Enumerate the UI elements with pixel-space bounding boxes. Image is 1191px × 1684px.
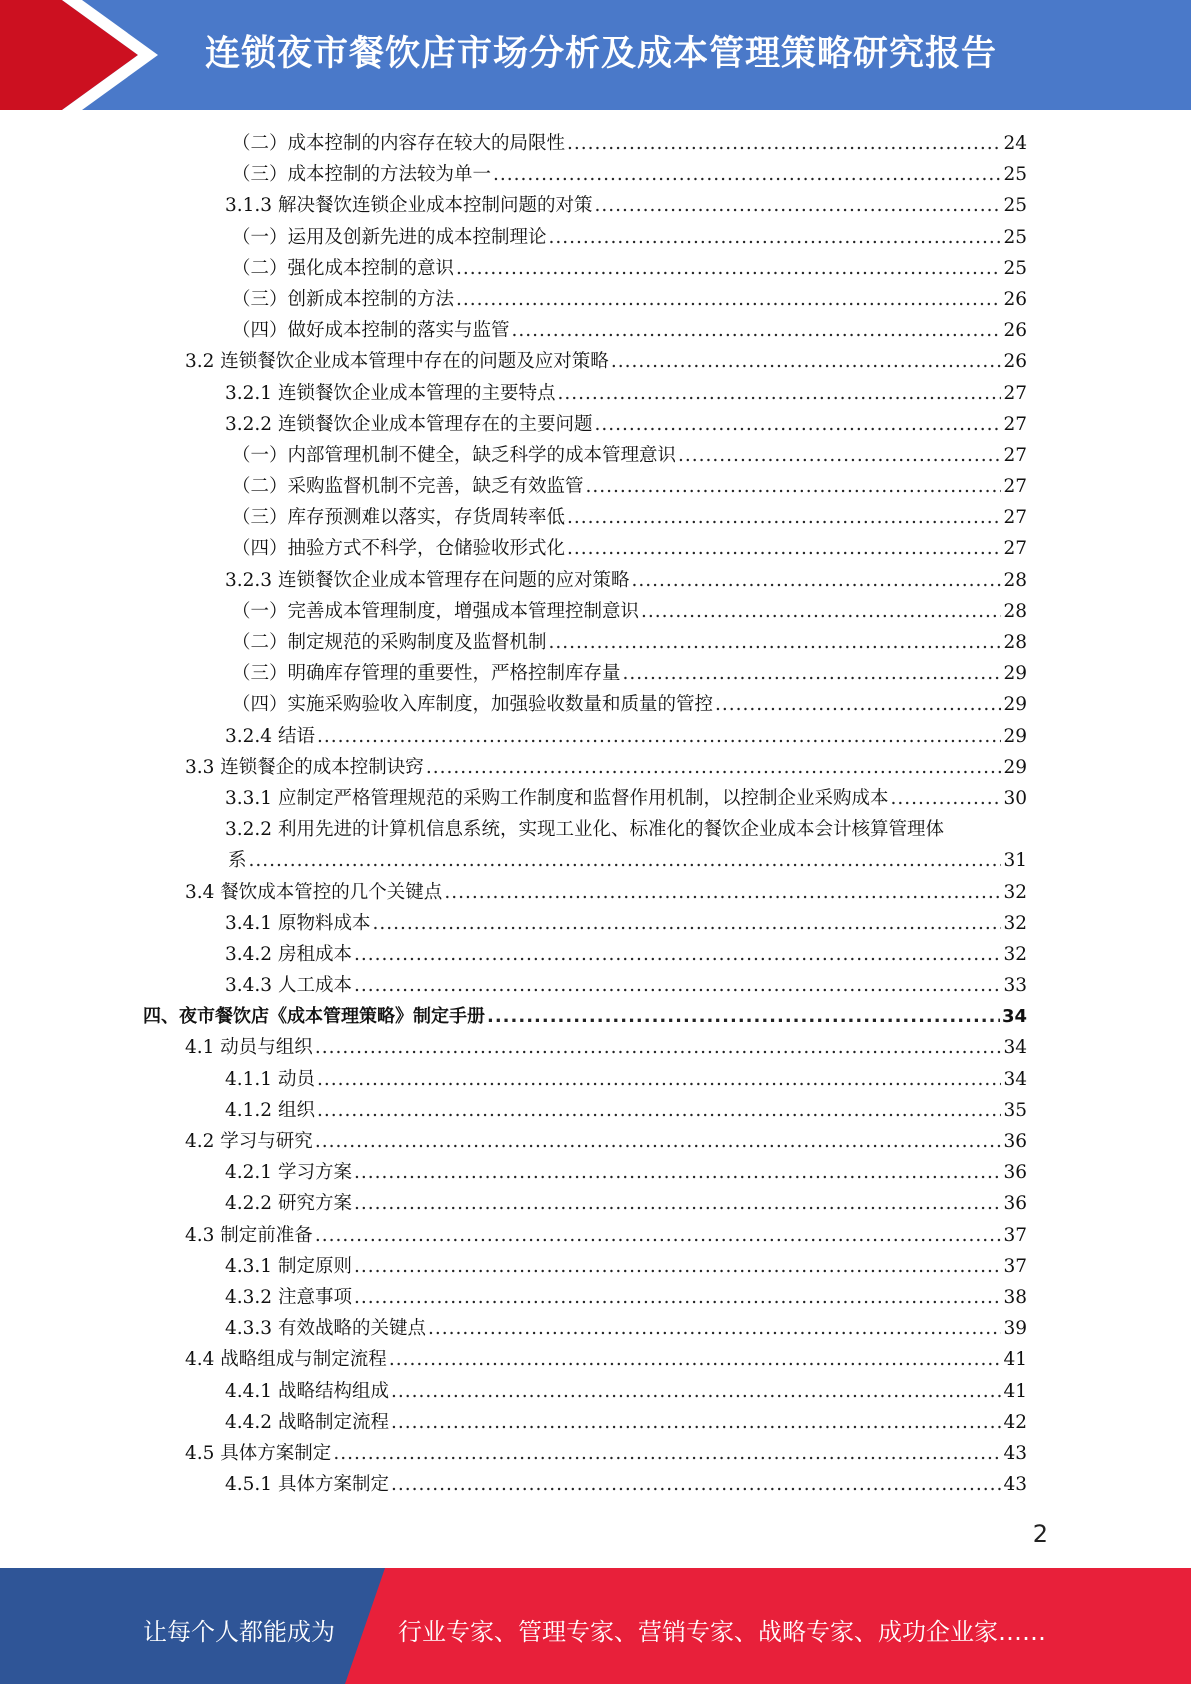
toc-dot-leader	[493, 159, 1001, 190]
toc-entry[interactable]	[232, 440, 1027, 471]
toc-entry[interactable]	[232, 253, 1027, 284]
toc-entry[interactable]	[225, 1095, 1027, 1126]
toc-entry-text: 4.1 动员与组织	[185, 1037, 313, 1059]
toc-entry-text: 3.2.2 连锁餐饮企业成本管理存在的主要问题	[225, 413, 593, 435]
toc-line	[0, 1032, 1191, 1063]
toc-entry-text: （四）实施采购验收入库制度，加强验收数量和质量的管控	[232, 694, 714, 716]
toc-line	[0, 346, 1191, 377]
toc-dot-leader	[372, 908, 1001, 939]
toc-entry-text: 4.4.2 战略制定流程	[225, 1411, 389, 1433]
toc-entry-text: （四）抽验方式不科学，仓储验收形式化	[232, 538, 566, 560]
toc-entry-text: 4.3.2 注意事项	[225, 1286, 352, 1308]
toc-page-number: 43	[1003, 1474, 1027, 1496]
toc-entry-text: 3.4.1 原物料成本	[225, 912, 371, 934]
toc-entry[interactable]	[225, 378, 1027, 409]
toc-page-number: 34	[1003, 1068, 1027, 1090]
toc-entry-text: 4.2.2 研究方案	[225, 1193, 352, 1215]
toc-page-number: 32	[1003, 881, 1027, 903]
toc-dot-leader	[391, 1469, 1001, 1500]
toc-entry[interactable]	[232, 533, 1027, 564]
toc-entry-text: 3.4 餐饮成本管控的几个关键点	[185, 881, 443, 903]
toc-dot-leader	[354, 1282, 1002, 1313]
toc-line	[0, 378, 1191, 409]
toc-dot-leader	[444, 877, 1001, 908]
toc-dot-leader	[456, 284, 1001, 315]
toc-dot-leader	[317, 1064, 1002, 1095]
toc-line	[0, 814, 1191, 845]
toc-page-number: 36	[1003, 1162, 1027, 1184]
toc-entry[interactable]	[225, 783, 1027, 814]
toc-entry[interactable]	[228, 845, 1027, 876]
toc-entry[interactable]	[232, 315, 1027, 346]
toc-entry[interactable]	[225, 1188, 1027, 1219]
toc-entry-text: 4.3.1 制定原则	[225, 1255, 352, 1277]
toc-line	[0, 1313, 1191, 1344]
toc-page-number: 33	[1003, 975, 1027, 997]
toc-dot-leader	[623, 658, 1002, 689]
toc-line	[0, 1407, 1191, 1438]
toc-page-number: 39	[1003, 1318, 1027, 1340]
toc-entry-text: 4.4 战略组成与制定流程	[185, 1349, 387, 1371]
toc-line	[0, 222, 1191, 253]
toc-line	[0, 159, 1191, 190]
toc-page-number: 29	[1003, 725, 1027, 747]
toc-dot-leader	[354, 1251, 1002, 1282]
toc-line	[0, 721, 1191, 752]
toc-dot-leader	[549, 627, 1002, 658]
page-header	[0, 0, 1191, 110]
toc-line	[0, 1220, 1191, 1251]
toc-dot-leader	[594, 409, 1001, 440]
toc-line	[0, 1001, 1191, 1032]
toc-line	[0, 627, 1191, 658]
toc-line	[0, 471, 1191, 502]
toc-page-number: 31	[1003, 850, 1027, 872]
toc-entry-text: 4.5 具体方案制定	[185, 1442, 332, 1464]
toc-page-number: 26	[1003, 320, 1027, 342]
toc-dot-leader	[487, 1001, 1000, 1032]
toc-line	[0, 502, 1191, 533]
toc-entry-text: （二）强化成本控制的意识	[232, 257, 455, 279]
toc-entry-text: 4.4.1 战略结构组成	[225, 1380, 389, 1402]
toc-entry-text: （二）制定规范的采购制度及监督机制	[232, 632, 547, 653]
report-title: 连锁夜市餐饮店市场分析及成本管理策略研究报告	[205, 34, 998, 74]
toc-line	[0, 845, 1191, 876]
toc-page-number: 28	[1003, 569, 1027, 591]
toc-line	[0, 284, 1191, 315]
toc-entry[interactable]	[225, 1313, 1027, 1344]
toc-page-number: 25	[1003, 257, 1027, 279]
toc-line	[0, 1344, 1191, 1375]
toc-entry[interactable]	[143, 1001, 1027, 1032]
toc-entry-text: 系	[228, 850, 247, 872]
toc-page-number: 27	[1003, 382, 1027, 404]
toc-entry-text: （一）完善成本管理制度，增强成本管理控制意识	[232, 600, 640, 622]
toc-page-number: 41	[1003, 1380, 1027, 1402]
toc-line	[0, 1126, 1191, 1157]
toc-entry-text: 4.2 学习与研究	[185, 1131, 313, 1152]
toc-entry-text: 3.1.3 解决餐饮连锁企业成本控制问题的对策	[225, 195, 593, 217]
toc-line	[0, 658, 1191, 689]
toc-dot-leader	[354, 970, 1002, 1001]
toc-entry[interactable]	[225, 970, 1027, 1001]
toc-page-number: 27	[1003, 444, 1027, 466]
toc-entry[interactable]	[225, 908, 1027, 939]
toc-page-number: 27	[1003, 538, 1027, 560]
toc-dot-leader	[557, 378, 1001, 409]
toc-dot-leader	[715, 689, 1001, 720]
toc-entry[interactable]	[185, 1032, 1027, 1063]
page-number: 2	[1032, 1520, 1048, 1548]
toc-line	[0, 190, 1191, 221]
toc-dot-leader	[391, 1376, 1001, 1407]
toc-line	[0, 253, 1191, 284]
toc-dot-leader	[456, 253, 1001, 284]
toc-page-number: 25	[1003, 195, 1027, 217]
toc-line	[0, 1188, 1191, 1219]
toc-line	[0, 1469, 1191, 1500]
toc-dot-leader	[354, 939, 1002, 970]
toc-entry[interactable]	[225, 721, 1027, 752]
toc-entry[interactable]	[232, 128, 1027, 159]
toc-entry[interactable]	[185, 1344, 1027, 1375]
toc-entry-text: （三）成本控制的方法较为单一	[232, 164, 492, 186]
toc-page-number: 26	[1003, 351, 1027, 373]
toc-dot-leader	[890, 783, 1001, 814]
toc-dot-leader	[567, 502, 1001, 533]
toc-line	[0, 1095, 1191, 1126]
toc-entry-text: （二）成本控制的内容存在较大的局限性	[232, 133, 566, 154]
toc-entry[interactable]	[225, 1376, 1027, 1407]
toc-dot-leader	[567, 128, 1001, 159]
toc-line	[0, 1064, 1191, 1095]
toc-line	[0, 533, 1191, 564]
toc-entry-text: （三）库存预测难以落实，存货周转率低	[232, 507, 566, 529]
toc-entry-text: 4.3.3 有效战略的关键点	[225, 1318, 426, 1340]
toc-dot-leader	[678, 440, 1001, 471]
toc-page-number: 29	[1003, 756, 1027, 778]
toc-page-number: 34	[1001, 1006, 1027, 1028]
toc-entry-text: （二）采购监督机制不完善，缺乏有效监管	[232, 476, 584, 498]
toc-dot-leader	[611, 346, 1002, 377]
toc-entry[interactable]	[185, 1126, 1027, 1157]
toc-entry[interactable]	[225, 1251, 1027, 1282]
toc-entry-text: （一）内部管理机制不健全，缺乏科学的成本管理意识	[232, 444, 677, 466]
toc-entry-text: 3.3 连锁餐企的成本控制诀窍	[185, 756, 424, 778]
toc-page-number: 25	[1003, 164, 1027, 186]
toc-page-number: 43	[1003, 1442, 1027, 1464]
toc-line	[0, 565, 1191, 596]
toc-line	[0, 783, 1191, 814]
toc-line	[0, 689, 1191, 720]
toc-line	[0, 1282, 1191, 1313]
toc-dot-leader	[586, 471, 1002, 502]
toc-entry-text: 3.2.4 结语	[225, 725, 315, 747]
toc-dot-leader	[631, 565, 1001, 596]
toc-line	[0, 409, 1191, 440]
toc-line	[0, 1251, 1191, 1282]
table-of-contents	[0, 128, 1191, 1500]
toc-line	[0, 970, 1191, 1001]
toc-page-number: 42	[1003, 1411, 1027, 1433]
toc-line	[0, 752, 1191, 783]
toc-entry-text: 3.3.1 应制定严格管理规范的采购工作制度和监督作用机制，以控制企业采购成本	[225, 787, 889, 809]
toc-page-number: 34	[1003, 1037, 1027, 1059]
toc-dot-leader	[389, 1344, 1002, 1375]
toc-line	[0, 939, 1191, 970]
toc-entry[interactable]	[232, 471, 1027, 502]
toc-page-number: 35	[1003, 1099, 1027, 1121]
toc-dot-leader	[391, 1407, 1001, 1438]
toc-page-number: 30	[1003, 787, 1027, 809]
toc-page-number: 24	[1003, 133, 1027, 154]
toc-page-number: 29	[1003, 694, 1027, 716]
toc-page-number: 27	[1003, 413, 1027, 435]
toc-entry-text: 4.5.1 具体方案制定	[225, 1474, 389, 1496]
toc-page-number: 37	[1003, 1255, 1027, 1277]
toc-dot-leader	[641, 596, 1001, 627]
toc-entry-text: 四、夜市餐饮店《成本管理策略》制定手册	[143, 1006, 485, 1028]
toc-entry[interactable]	[225, 565, 1027, 596]
toc-entry-text: 4.1.1 动员	[225, 1068, 315, 1090]
toc-entry[interactable]	[225, 1407, 1027, 1438]
toc-entry[interactable]	[185, 1438, 1027, 1469]
toc-dot-leader	[317, 1095, 1002, 1126]
toc-dot-leader	[549, 222, 1002, 253]
toc-entry-text: 3.2.3 连锁餐饮企业成本管理存在问题的应对策略	[225, 569, 630, 591]
toc-page-number: 29	[1003, 663, 1027, 685]
toc-entry[interactable]	[225, 939, 1027, 970]
toc-dot-leader	[315, 1126, 1002, 1157]
toc-dot-leader	[426, 752, 1002, 783]
toc-page-number: 36	[1003, 1193, 1027, 1215]
toc-entry[interactable]	[232, 658, 1027, 689]
toc-page-number: 32	[1003, 943, 1027, 965]
toc-entry[interactable]	[185, 1220, 1027, 1251]
toc-page-number: 36	[1003, 1131, 1027, 1152]
toc-dot-leader	[317, 721, 1002, 752]
toc-dot-leader	[315, 1032, 1002, 1063]
toc-entry[interactable]	[185, 752, 1027, 783]
toc-dot-leader	[594, 190, 1001, 221]
toc-entry[interactable]	[185, 877, 1027, 908]
toc-page-number: 27	[1003, 507, 1027, 529]
toc-line	[0, 877, 1191, 908]
toc-entry[interactable]	[185, 346, 1027, 377]
toc-dot-leader	[428, 1313, 1001, 1344]
toc-entry-text: （三）明确库存管理的重要性，严格控制库存量	[232, 663, 621, 685]
toc-entry[interactable]	[232, 159, 1027, 190]
toc-dot-leader	[333, 1438, 1001, 1469]
toc-dot-leader	[315, 1220, 1002, 1251]
toc-entry[interactable]	[232, 502, 1027, 533]
footer-slogan-right: 行业专家、管理专家、营销专家、战略专家、成功企业家……	[398, 1618, 1046, 1646]
toc-entry[interactable]	[225, 1157, 1027, 1188]
toc-line	[0, 596, 1191, 627]
toc-entry[interactable]	[232, 222, 1027, 253]
toc-entry[interactable]	[225, 409, 1027, 440]
toc-entry-text: 3.2.2 利用先进的计算机信息系统，实现工业化、标准化的餐饮企业成本会计核算管理体	[225, 819, 944, 841]
page-footer	[0, 1568, 1191, 1684]
toc-page-number: 41	[1003, 1349, 1027, 1371]
toc-entry-text: 4.1.2 组织	[225, 1099, 315, 1121]
toc-line	[0, 1438, 1191, 1469]
toc-page-number: 28	[1003, 632, 1027, 653]
toc-dot-leader	[512, 315, 1002, 346]
toc-entry-text: 3.2 连锁餐饮企业成本管理中存在的问题及应对策略	[185, 351, 609, 373]
toc-line	[0, 1376, 1191, 1407]
toc-page-number: 28	[1003, 600, 1027, 622]
toc-entry[interactable]	[232, 284, 1027, 315]
toc-page-number: 25	[1003, 226, 1027, 248]
toc-line	[0, 128, 1191, 159]
toc-entry[interactable]	[232, 627, 1027, 658]
toc-entry[interactable]	[232, 689, 1027, 720]
toc-line	[0, 908, 1191, 939]
toc-entry[interactable]	[225, 190, 1027, 221]
toc-line	[0, 315, 1191, 346]
toc-entry[interactable]	[225, 1064, 1027, 1095]
toc-page-number: 38	[1003, 1286, 1027, 1308]
toc-dot-leader	[249, 845, 1002, 876]
toc-entry[interactable]	[225, 1469, 1027, 1500]
toc-entry-text: 3.4.3 人工成本	[225, 975, 352, 997]
toc-entry-text: 3.2.1 连锁餐饮企业成本管理的主要特点	[225, 382, 556, 404]
toc-entry-text: （一）运用及创新先进的成本控制理论	[232, 226, 547, 248]
toc-dot-leader	[354, 1188, 1002, 1219]
toc-page-number: 32	[1003, 912, 1027, 934]
toc-entry-text: 4.2.1 学习方案	[225, 1162, 352, 1184]
toc-entry-text: 4.3 制定前准备	[185, 1224, 313, 1246]
toc-page-number: 26	[1003, 288, 1027, 310]
toc-page-number: 27	[1003, 476, 1027, 498]
toc-entry[interactable]	[232, 596, 1027, 627]
toc-line	[0, 1157, 1191, 1188]
toc-line	[0, 440, 1191, 471]
toc-entry-text: 3.4.2 房租成本	[225, 943, 352, 965]
toc-entry-text: （四）做好成本控制的落实与监管	[232, 320, 510, 342]
toc-entry-text: （三）创新成本控制的方法	[232, 288, 455, 310]
toc-dot-leader	[354, 1157, 1002, 1188]
toc-dot-leader	[567, 533, 1001, 564]
toc-page-number: 37	[1003, 1224, 1027, 1246]
toc-entry[interactable]	[225, 1282, 1027, 1313]
footer-slogan-left: 让每个人都能成为	[143, 1618, 335, 1646]
